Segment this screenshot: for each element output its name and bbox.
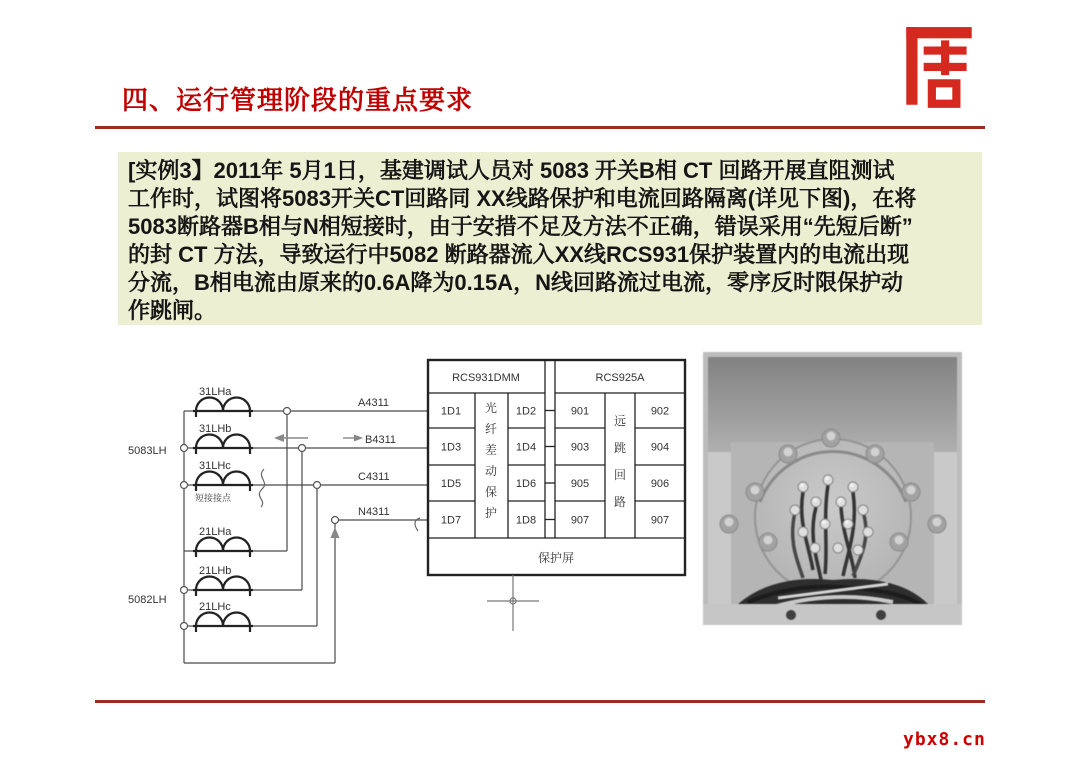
relay-title: RCS925A [595, 372, 645, 384]
terminal-cell: 1D6 [515, 478, 537, 490]
terminal-cell: 907 [650, 514, 670, 527]
watermark: ybx8.cn [903, 729, 986, 750]
short-point-marker [259, 469, 420, 531]
terminal-cell: 1D8 [515, 514, 537, 527]
ct-label: 21LHb [199, 565, 232, 577]
ct-circuit-diagram [115, 350, 695, 682]
flange-screw-hole [786, 610, 796, 620]
footer-rule [95, 700, 985, 703]
photo-ct-terminal-box [703, 352, 962, 625]
title-underline [95, 126, 985, 129]
wire-label: A4311 [358, 397, 389, 409]
wire-label: C4311 [358, 471, 390, 483]
crosshair-marker [487, 575, 539, 631]
case-text-block [118, 152, 982, 325]
terminal-cell: 907 [570, 514, 590, 527]
terminal-cell: 902 [650, 405, 670, 418]
terminal-cell: 906 [650, 478, 670, 490]
case-line: 工作时，试图将5083开关CT回路同 XX线路保护和电流回路隔离(详见下图)，在将 [128, 186, 917, 211]
ct-label: 21LHa [199, 526, 232, 538]
case-line: 作跳闸。 [128, 298, 217, 323]
short-point-label: 短接接点 [195, 493, 232, 503]
logo-character [0, 0, 1, 1]
case-line: 分流，B相电流由原来的0.6A降为0.15A，N线回路流过电流，零序反时限保护动 [128, 270, 903, 295]
relay-function-vertical-label: 光纤差动保护 [484, 401, 498, 520]
diagram-labels [128, 372, 669, 613]
terminal-cell: 1D3 [440, 441, 462, 454]
terminal-cell: 1D7 [440, 514, 462, 527]
ct-group-label: 5082LH [128, 594, 167, 606]
relay-function-vertical-label: 远跳回路 [613, 414, 627, 509]
case-line: 的封 CT 方法，导致运行中5082 断路器流入XX线RCS931保护装置内的电流出现 [128, 242, 910, 267]
terminal-cell: 903 [570, 441, 590, 454]
terminal-plate [755, 439, 911, 595]
junction-nodes [181, 408, 339, 630]
flange-screw-hole [876, 610, 886, 620]
ct-group-label: 5083LH [128, 445, 167, 457]
terminal-cell: 905 [570, 478, 590, 490]
terminal-cell: 1D1 [440, 405, 462, 418]
case-line: [实例3】2011年 5月1日，基建调试人员对 5083 开关B相 CT 回路开展直阻测试 [128, 158, 895, 183]
wire-label: N4311 [358, 506, 390, 518]
panel-label: 保护屏 [537, 551, 575, 565]
terminal-cell: 1D5 [440, 478, 462, 490]
terminal-cell: 901 [570, 405, 590, 418]
ct-label: 31LHa [199, 386, 232, 398]
terminal-cell: 1D4 [515, 441, 537, 454]
wire-label: B4311 [365, 434, 396, 446]
relay-title: RCS931DMM [452, 372, 520, 384]
box-bottom-flange [703, 604, 962, 625]
terminal-cell: 904 [650, 441, 670, 454]
datang-logo-icon [903, 24, 975, 116]
protection-panel-table [428, 360, 685, 575]
ct-label: 31LHb [199, 423, 232, 435]
page-title: 四、运行管理阶段的重点要求 [122, 85, 474, 115]
case-line: 5083断路器B相与N相短接时，由于安措不足及方法不正确，错误采用“先短后断” [128, 214, 913, 239]
terminal-cell: 1D2 [515, 405, 537, 418]
ct-label: 21LHc [199, 601, 231, 613]
ct-label: 31LHc [199, 460, 231, 472]
